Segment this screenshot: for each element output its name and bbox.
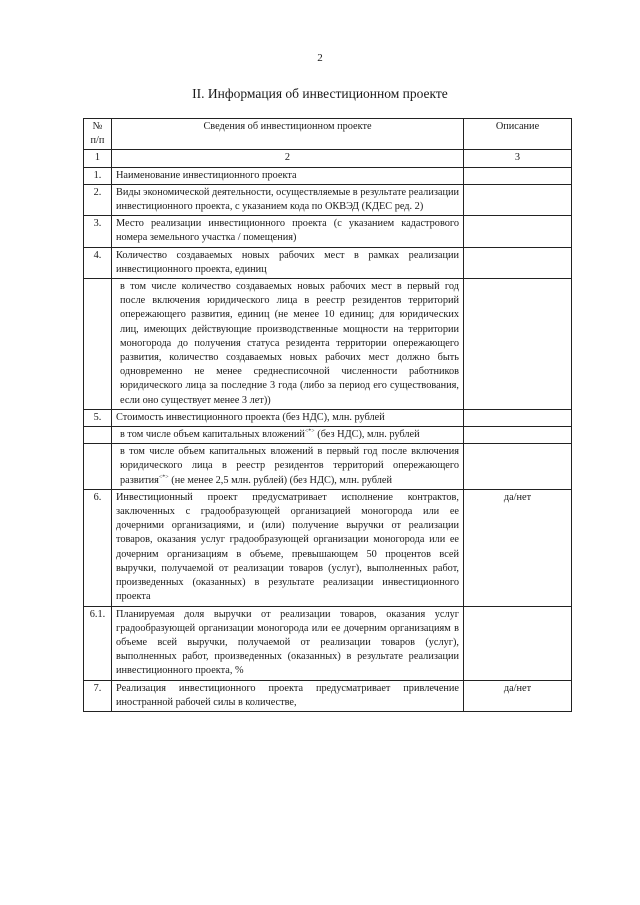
value-cell[interactable] (464, 279, 572, 410)
investment-project-table (83, 118, 572, 712)
table-row (84, 279, 572, 410)
row-text-part: (без НДС), млн. рублей (314, 429, 420, 441)
row-number: 7. (84, 680, 112, 711)
index-cell: 1 (84, 150, 112, 167)
row-text: Реализация инвестиционного проекта предусматривает привлечение иностранной рабочей силы в количестве, (112, 680, 464, 711)
row-text: Инвестиционный проект предусматривает исполнение контрактов, заключенных с градообразующей организацией моногорода или ее дочерними организациями, и (или) получение выручки от реализации товаров, оказания услуг градообразующей организации моногорода или ее дочерним организациям в объеме, превышающем 50 процентов всей выручки, получаемой от реализации товаров (услуг), выполненных работ, произведенных (оказанных) в результате реализации инвестиционного проекта (112, 489, 464, 606)
row-text: Наименование инвестиционного проекта (112, 167, 464, 184)
header-info (112, 119, 464, 150)
row-text: в том числе количество создаваемых новых рабочих мест в первый год после включения юридического лица в реестр резидентов территорий опережающего развития, единиц (не менее 10 единиц; для юридических лиц, имеющих действующие производственные мощности на территории моногорода до получения статуса резидента территории опережающего развития, количество создаваемых новых рабочих мест должно быть одновременно не менее среднесписочной численности работников юридического лица за последние 3 года (либо за период его существования, если оно существует менее 3 лет)) (112, 279, 464, 410)
section-title: II. Информация об инвестиционном проекте (192, 86, 448, 101)
table-header-row (84, 119, 572, 150)
value-cell[interactable] (464, 247, 572, 278)
row-number: 6. (84, 489, 112, 606)
index-cell: 2 (112, 150, 464, 167)
header-info-label: Сведения об инвестиционном проекте (203, 121, 372, 132)
row-text (112, 427, 464, 444)
value-cell[interactable] (464, 427, 572, 444)
row-text: Количество создаваемых новых рабочих мест в рамках реализации инвестиционного проекта, единиц (112, 247, 464, 278)
row-number: 6.1. (84, 606, 112, 680)
table-row (84, 184, 572, 215)
row-text-part: (не менее 2,5 млн. рублей) (без НДС), млн. рублей (168, 474, 392, 486)
header-num-label: № п/п (90, 121, 105, 147)
value-cell[interactable]: да/нет (464, 489, 572, 606)
page-number: 2 (317, 52, 323, 64)
header-desc (464, 119, 572, 150)
value-cell[interactable] (464, 167, 572, 184)
table-row (84, 409, 572, 426)
table-row (84, 489, 572, 606)
value-cell[interactable] (464, 409, 572, 426)
value-cell[interactable] (464, 216, 572, 247)
value-cell[interactable]: да/нет (464, 680, 572, 711)
table-row (84, 680, 572, 711)
row-number (84, 444, 112, 490)
row-number: 2. (84, 184, 112, 215)
row-number (84, 427, 112, 444)
row-number (84, 279, 112, 410)
table-row (84, 167, 572, 184)
row-number: 3. (84, 216, 112, 247)
row-number: 1. (84, 167, 112, 184)
row-text: Место реализации инвестиционного проекта (с указанием кадастрового номера земельного участка / помещения) (112, 216, 464, 247)
value-cell[interactable] (464, 606, 572, 680)
table-row (84, 606, 572, 680)
index-cell: 3 (464, 150, 572, 167)
row-text (112, 444, 464, 490)
table-row (84, 216, 572, 247)
value-cell[interactable] (464, 444, 572, 490)
footnote-mark: <*> (304, 428, 315, 435)
footnote-mark: <*> (158, 474, 169, 481)
header-desc-label: Описание (495, 121, 540, 132)
row-text: Стоимость инвестиционного проекта (без НДС), млн. рублей (112, 409, 464, 426)
row-text-part: в том числе объем капитальных вложений (120, 429, 305, 441)
column-index-row (84, 150, 572, 167)
table-row (84, 427, 572, 444)
row-number: 5. (84, 409, 112, 426)
row-text: Виды экономической деятельности, осуществляемые в результате реализации инвестиционного проекта, с указанием кода по ОКВЭД (КДЕС ред. 2) (112, 184, 464, 215)
row-text: Планируемая доля выручки от реализации товаров, оказания услуг градообразующей организации моногорода или ее дочерним организациям в объеме всей выручки, получаемой от реализации товаров (услуг), выполненных работ, произведенных (оказанных) в результате реализации инвестиционного проекта, % (112, 606, 464, 680)
row-number: 4. (84, 247, 112, 278)
table-row (84, 444, 572, 490)
table-row (84, 247, 572, 278)
row-text-part: в том числе объем капитальных вложений в первый год после включения юридического лица в реестр резидентов территорий опережающего развития (120, 446, 459, 486)
value-cell[interactable] (464, 184, 572, 215)
header-num (84, 119, 112, 150)
